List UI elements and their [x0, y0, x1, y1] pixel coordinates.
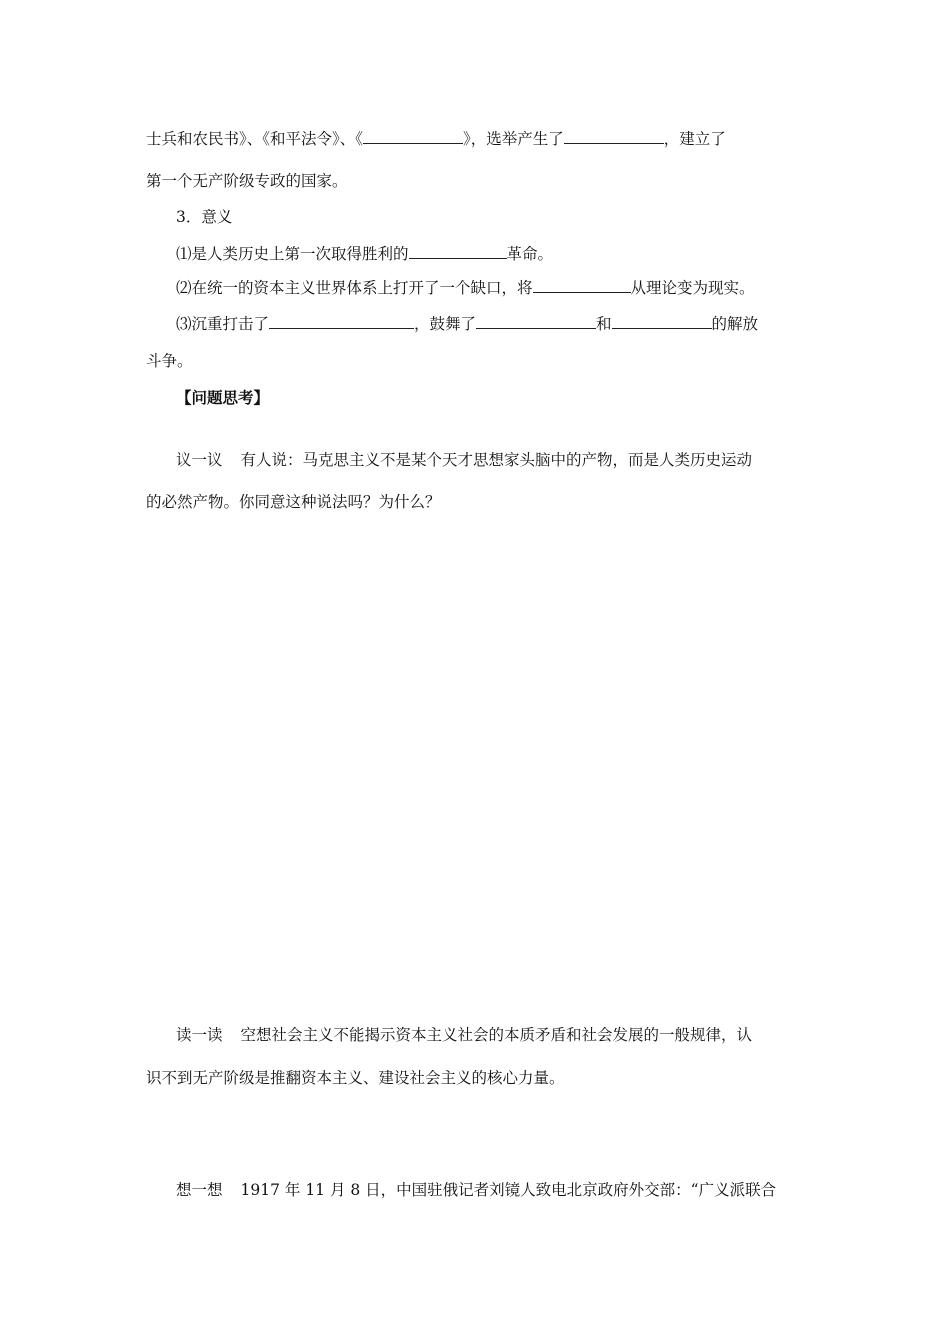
- item2-text-2: 从理论变为现实。: [630, 279, 755, 297]
- blank-elected-body[interactable]: [564, 128, 664, 144]
- discuss-label: 议一议: [176, 451, 223, 469]
- significance-item-3-cont: 斗争。: [146, 352, 193, 370]
- item3-text-4: 的解放: [711, 315, 759, 333]
- blank-decree-name[interactable]: [363, 128, 463, 144]
- item1-text-1: ⑴是人类历史上第一次取得胜利的: [176, 245, 409, 263]
- item3-text-2: ，鼓舞了: [414, 315, 477, 333]
- read-line2: 识不到无产阶级是推翻资本主义、建设社会主义的核心力量。: [146, 1069, 565, 1087]
- item2-text-1: ⑵在统一的资本主义世界体系上打开了一个缺口，将: [176, 279, 533, 297]
- read-text-1: 空想社会主义不能揭示资本主义社会的本质矛盾和社会发展的一般规律，认: [240, 1026, 753, 1044]
- para1-line1: [146, 128, 726, 149]
- read-line1: [176, 1025, 752, 1045]
- significance-item-2: [176, 277, 755, 298]
- think-label: 想一想: [176, 1181, 223, 1199]
- item3-text-1: ⑶沉重打击了: [176, 315, 270, 333]
- item1-text-2: 革命。: [506, 245, 554, 263]
- discuss-text-1: 有人说：马克思主义不是某个天才思想家头脑中的产物，而是人类历史运动: [240, 451, 753, 469]
- discuss-line2: 的必然产物。你同意这种说法吗？为什么？: [146, 493, 441, 511]
- blank-revolution-type[interactable]: [409, 243, 507, 259]
- para1-line2: 第一个无产阶级专政的国家。: [146, 172, 348, 190]
- blank-inspired-group-2[interactable]: [612, 313, 712, 329]
- discuss-line1: [176, 450, 752, 470]
- para1-text-2: 》，选举产生了: [463, 130, 564, 148]
- read-label: 读一读: [176, 1026, 223, 1044]
- blank-struck-target[interactable]: [269, 313, 414, 329]
- think-text-1: 1917 年 11 月 8 日，中国驻俄记者刘镜人致电北京政府外交部：“广义派联合: [240, 1181, 777, 1199]
- significance-item-1: [176, 243, 553, 264]
- para1-text-3: ，建立了: [663, 130, 726, 148]
- item3-text-3: 和: [596, 315, 612, 333]
- questions-heading: 【问题思考】: [176, 388, 270, 407]
- think-line1: [176, 1180, 776, 1200]
- para1-text-1: 士兵和农民书》、《和平法令》、《: [146, 130, 364, 148]
- significance-item-3: [176, 313, 758, 334]
- blank-inspired-group-1[interactable]: [476, 313, 596, 329]
- blank-theory[interactable]: [533, 277, 631, 293]
- significance-heading: 3．意义: [176, 208, 233, 226]
